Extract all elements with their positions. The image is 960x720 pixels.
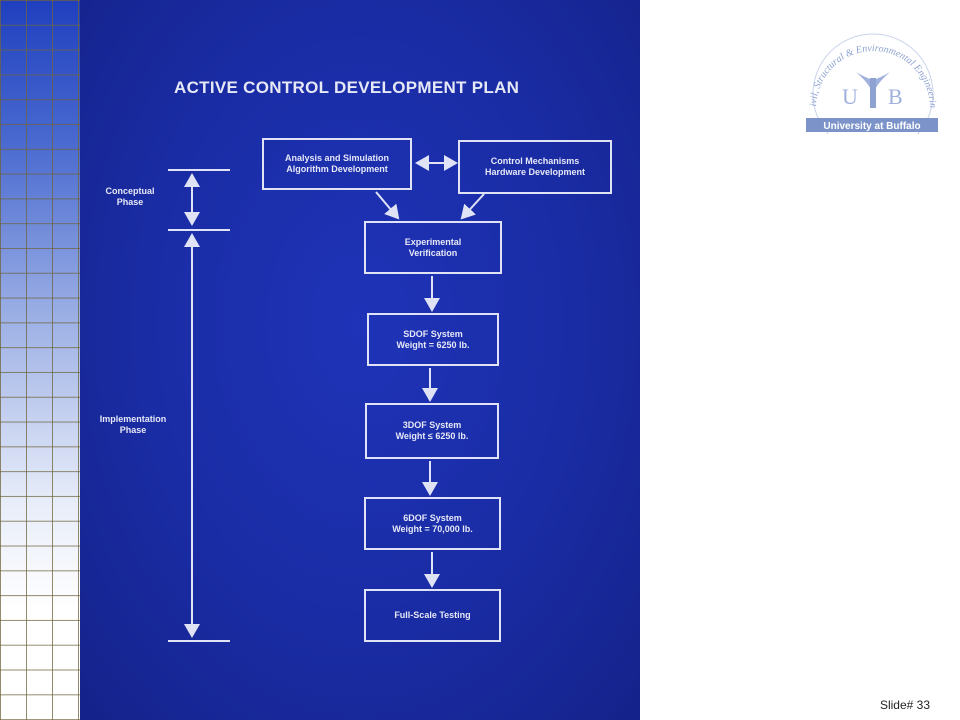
flowchart-image [80,0,640,720]
slide-number: Slide# 33 [879,698,930,712]
university-logo [800,16,944,134]
box-3dof-system: 3DOF System Weight ≤ 6250 lb. [365,403,499,459]
flowchart-connectors [80,0,640,720]
svg-text:Civil, Structural & Environmen [800,16,938,108]
decorative-grid-strip [0,0,80,720]
logo-banner-text: University at Buffalo [823,121,921,132]
logo-letter-b: B [888,84,903,109]
arrow-analysis-experimental [376,192,398,218]
logo-letter-u: U [842,84,858,109]
box-sdof-system: SDOF System Weight = 6250 lb. [367,313,499,366]
box-analysis-simulation: Analysis and Simulation Algorithm Development [262,138,412,190]
box-experimental-verification: Experimental Verification [364,221,502,274]
phase-label-conceptual: Conceptual Phase [105,186,155,207]
box-full-scale-testing: Full-Scale Testing [364,589,501,642]
box-control-mechanisms: Control Mechanisms Hardware Development [458,140,612,194]
logo-arc-text: ivil, Structural & Environmental Engineerin [808,42,939,109]
box-6dof-system: 6DOF System Weight = 70,000 lb. [364,497,501,550]
arrow-control-experimental [462,194,484,218]
phase-label-implementation: Implementation Phase [99,414,167,435]
diagram-title: ACTIVE CONTROL DEVELOPMENT PLAN [174,78,520,97]
